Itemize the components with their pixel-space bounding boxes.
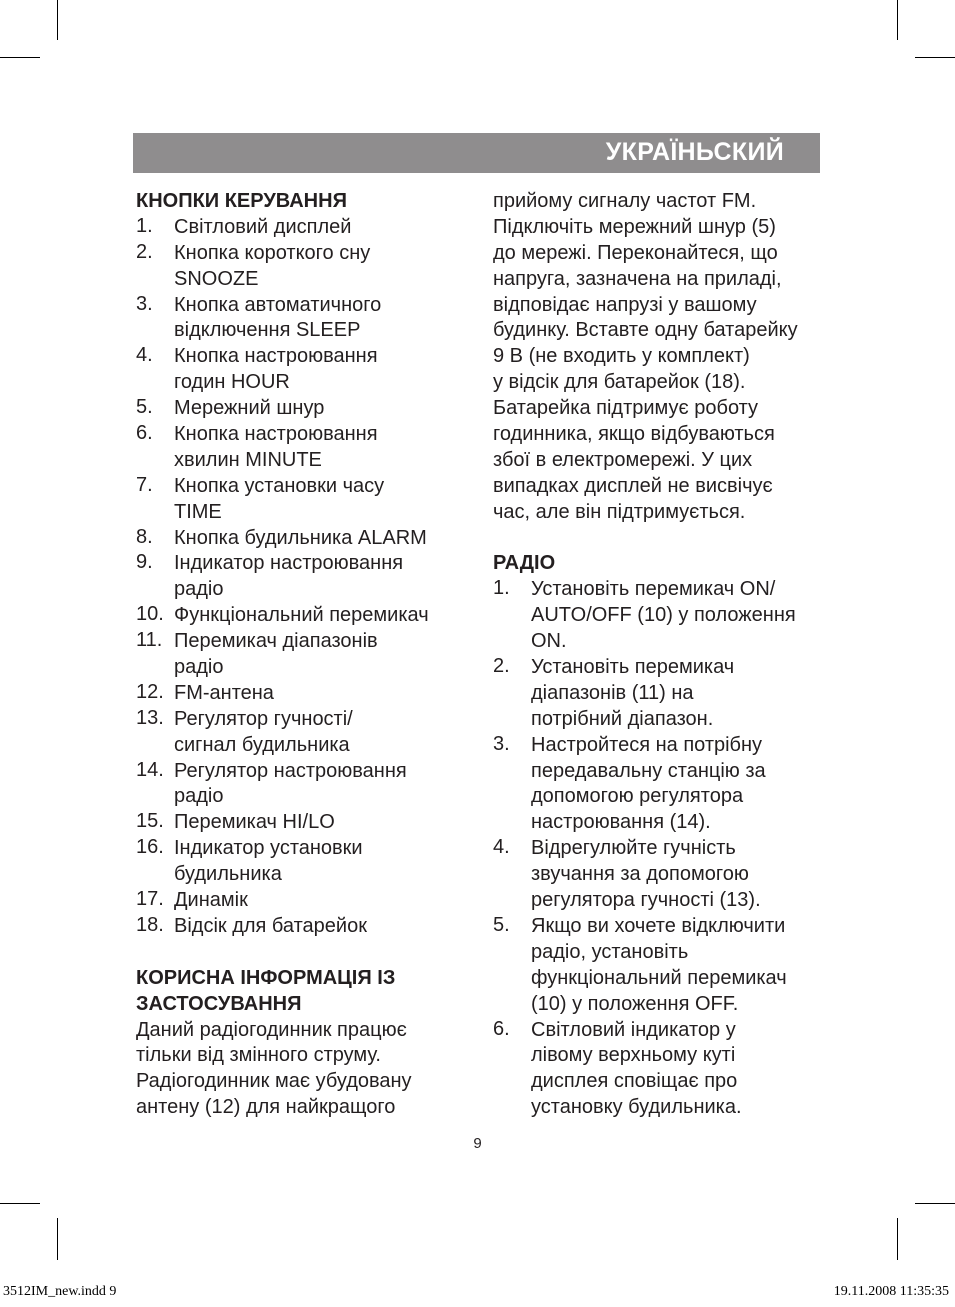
- left-column: [136, 189, 476, 1121]
- crop-mark: [915, 57, 955, 58]
- paragraph-line: напруга, зазначена на приладі,: [493, 267, 782, 290]
- item-text-line: потрібний діапазон.: [531, 707, 714, 730]
- item-number: 14.: [136, 758, 164, 781]
- crop-mark: [897, 1218, 898, 1260]
- item-text-line: радіо: [174, 578, 224, 601]
- paragraph-line: час, але він підтримується.: [493, 500, 746, 523]
- heading-line: КНОПКИ КЕРУВАННЯ: [136, 190, 347, 212]
- item-text-line: SNOOZE: [174, 267, 259, 290]
- crop-mark: [897, 0, 898, 40]
- item-number: 6.: [136, 422, 153, 445]
- paragraph-line: до мережі. Переконайтеся, що: [493, 241, 778, 264]
- item-text-line: Індикатор установки: [174, 837, 363, 860]
- language-header-bar: [133, 133, 820, 173]
- crop-mark: [57, 1218, 58, 1260]
- paragraph-line: Радіогодинник має убудовану: [136, 1070, 412, 1093]
- list-item: [136, 422, 476, 474]
- list-item: [136, 759, 476, 811]
- list-item: [136, 293, 476, 345]
- paragraph-line: Батарейка підтримує роботу: [493, 397, 759, 420]
- spacer: [136, 940, 476, 966]
- item-text-line: радіо: [174, 785, 224, 808]
- list-item: [136, 836, 476, 888]
- heading-line: КОРИСНА ІНФОРМАЦІЯ ІЗ: [136, 966, 396, 989]
- list-item: [136, 526, 476, 552]
- crop-mark: [0, 1203, 40, 1204]
- item-text-line: Відсік для батарейок: [174, 914, 367, 937]
- item-text-line: Перемикач діапазонів: [174, 630, 378, 653]
- list-item: [136, 629, 476, 681]
- item-number: 8.: [136, 525, 153, 548]
- item-number: 4.: [136, 344, 153, 367]
- list-item: [136, 396, 476, 422]
- item-text-line: ON.: [531, 630, 567, 653]
- list-item: [136, 551, 476, 603]
- item-text-line: Світловий дисплей: [174, 215, 352, 238]
- paragraph-line: відповідає напрузі у вашому: [493, 293, 757, 316]
- heading-line: РАДІО: [493, 552, 556, 575]
- item-text-line: відключення SLEEP: [174, 319, 361, 342]
- item-text-line: Динамік: [174, 889, 248, 912]
- item-text-line: установку будильника.: [531, 1096, 742, 1119]
- item-number: 6.: [493, 1017, 510, 1040]
- item-number: 12.: [136, 680, 164, 703]
- paragraph-line: Підключіть мережний шнур (5): [493, 215, 776, 238]
- paragraph: [136, 1018, 476, 1122]
- crop-mark: [915, 1203, 955, 1204]
- item-number: 13.: [136, 706, 164, 729]
- item-text-line: Перемикач HI/LO: [174, 811, 335, 834]
- item-number: 18.: [136, 913, 164, 936]
- item-text-line: Установіть перемикач: [531, 656, 735, 679]
- item-number: 7.: [136, 473, 153, 496]
- item-number: 9.: [136, 551, 153, 574]
- list-item: [136, 810, 476, 836]
- item-number: 10.: [136, 603, 164, 626]
- item-text-line: лівому верхньому куті: [531, 1044, 736, 1067]
- paragraph: [493, 189, 833, 526]
- item-text-line: AUTO/OFF (10) у положення: [531, 604, 796, 627]
- list-item: [493, 733, 833, 837]
- list-item: [493, 914, 833, 1018]
- right-column: [493, 189, 833, 1121]
- item-text-line: хвилин MINUTE: [174, 448, 322, 471]
- heading-line: ЗАСТОСУВАННЯ: [136, 992, 302, 1015]
- list-item: [136, 344, 476, 396]
- item-number: 16.: [136, 836, 164, 859]
- section-heading: [136, 966, 476, 1018]
- item-text-line: радіо: [174, 656, 224, 679]
- slug-datetime: 19.11.2008 11:35:35: [833, 1284, 949, 1299]
- list-item: [493, 577, 833, 655]
- item-text-line: функціональний перемикач: [531, 966, 787, 989]
- paragraph-line: у відсік для батарейок (18).: [493, 371, 746, 394]
- section-heading: [136, 189, 476, 215]
- paragraph-line: 9 В (не входить у комплект): [493, 345, 750, 368]
- item-number: 4.: [493, 836, 510, 859]
- item-number: 17.: [136, 888, 164, 911]
- item-number: 15.: [136, 810, 164, 833]
- page-number: 9: [473, 1135, 482, 1152]
- item-text-line: Кнопка автоматичного: [174, 293, 382, 316]
- item-text-line: дисплея сповіщає про: [531, 1070, 738, 1093]
- paragraph-line: будинку. Вставте одну батарейку: [493, 319, 798, 342]
- item-text-line: передавальну станцію за: [531, 759, 766, 782]
- crop-mark: [0, 57, 40, 58]
- item-text-line: допомогою регулятора: [531, 785, 744, 808]
- item-text-line: годин HOUR: [174, 371, 290, 394]
- paragraph-line: антену (12) для найкращого: [136, 1096, 396, 1119]
- spacer: [493, 526, 833, 552]
- item-text-line: TIME: [174, 500, 222, 523]
- list-item: [136, 707, 476, 759]
- item-number: 1.: [136, 214, 153, 237]
- item-text-line: Регулятор гучності/: [174, 707, 353, 730]
- item-text-line: регулятора гучності (13).: [531, 889, 761, 912]
- list-item: [136, 474, 476, 526]
- item-number: 2.: [136, 240, 153, 263]
- item-text-line: звучання за допомогою: [531, 863, 749, 886]
- item-text-line: сигнал будильника: [174, 733, 350, 756]
- paragraph-line: Даний радіогодинник працює: [136, 1018, 407, 1041]
- paragraph-line: годинника, якщо відбуваються: [493, 423, 775, 446]
- item-text-line: Кнопка настроювання: [174, 345, 378, 368]
- list-item: [493, 1018, 833, 1122]
- list-item: [493, 836, 833, 914]
- item-number: 5.: [493, 913, 510, 936]
- item-number: 5.: [136, 396, 153, 419]
- item-number: 2.: [493, 655, 510, 678]
- item-text-line: Мережний шнур: [174, 397, 325, 420]
- paragraph-line: випадках дисплей не висвічує: [493, 474, 773, 497]
- item-text-line: діапазонів (11) на: [531, 681, 694, 704]
- item-text-line: Відрегулюйте гучність: [531, 837, 736, 860]
- item-text-line: Світловий індикатор у: [531, 1018, 736, 1041]
- list-item: [136, 603, 476, 629]
- item-text-line: Кнопка настроювання: [174, 423, 378, 446]
- item-text-line: Кнопка короткого сну: [174, 241, 371, 264]
- item-text-line: Установіть перемикач ON/: [531, 578, 776, 601]
- section-heading: [493, 551, 833, 577]
- item-text-line: Якщо ви хочете відключити: [531, 914, 786, 937]
- paragraph-line: тільки від змінного струму.: [136, 1044, 381, 1067]
- item-text-line: FM-антена: [174, 681, 274, 704]
- slug-filename: 3512IM_new.indd 9: [3, 1284, 117, 1299]
- item-number: 11.: [136, 629, 163, 652]
- item-number: 3.: [493, 732, 510, 755]
- item-text-line: Кнопка будильника ALARM: [174, 526, 427, 549]
- item-text-line: Кнопка установки часу: [174, 474, 385, 497]
- list-item: [136, 215, 476, 241]
- paragraph-line: збої в електромережі. У цих: [493, 448, 753, 471]
- item-text-line: Індикатор настроювання: [174, 552, 404, 575]
- language-title: УКРАЇНЬСКИЙ: [605, 138, 784, 166]
- item-number: 1.: [493, 577, 510, 600]
- item-text-line: настроювання (14).: [531, 811, 711, 834]
- list-item: [136, 241, 476, 293]
- paragraph-line: прийому сигналу частот FM.: [493, 190, 757, 212]
- list-item: [136, 914, 476, 940]
- item-text-line: Функціональний перемикач: [174, 604, 429, 627]
- list-item: [493, 655, 833, 733]
- crop-mark: [57, 0, 58, 40]
- item-text-line: радіо, установіть: [531, 940, 689, 963]
- item-text-line: будильника: [174, 863, 282, 886]
- item-text-line: (10) у положення OFF.: [531, 992, 739, 1015]
- item-text-line: Настройтеся на потрібну: [531, 733, 763, 756]
- item-number: 3.: [136, 292, 153, 315]
- item-text-line: Регулятор настроювання: [174, 759, 407, 782]
- list-item: [136, 681, 476, 707]
- list-item: [136, 888, 476, 914]
